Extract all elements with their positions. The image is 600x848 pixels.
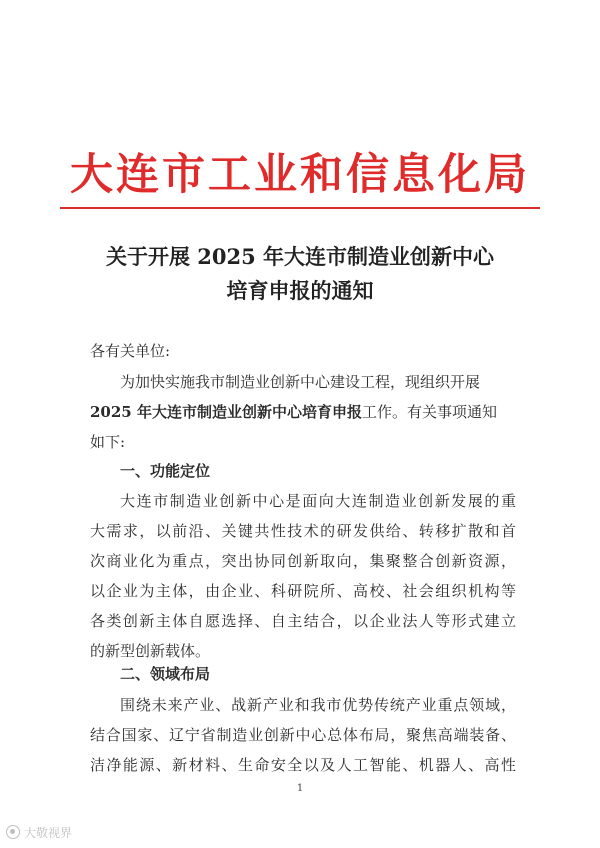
letterhead-title: 大连市工业和信息化局: [70, 150, 530, 200]
watermark: [6, 822, 72, 842]
salutation: 各有关单位:: [90, 342, 171, 360]
section-1-line-2: 大需求，以前沿、关键共性技术的研发供给、转移扩散和首: [90, 522, 516, 540]
section-1-line-4: 以企业为主体，由企业、科研院所、高校、社会组织机构等: [90, 582, 516, 600]
page-number: 1: [296, 783, 304, 794]
intro-line-3: 如下:: [90, 433, 126, 451]
document-title-line-2: 培育申报的通知: [226, 278, 374, 303]
section-2-line-2: 结合国家、辽宁省制造业创新中心总体布局，聚焦高端装备、: [90, 726, 516, 744]
section-2-line-3: 洁净能源、新材料、生命安全以及人工智能、机器人、高性: [90, 756, 516, 774]
letterhead-red-rule: [60, 207, 540, 209]
watermark-text: 大敬视界: [24, 825, 73, 840]
section-2-line-1: 围绕未来产业、战新产业和我市优势传统产业重点领域，: [120, 696, 516, 714]
section-2-heading: 二、领域布局: [120, 665, 211, 683]
document-title-line-1: 关于开展 2025 年大连市制造业创新中心: [105, 244, 495, 269]
camera-logo-icon: [6, 825, 20, 839]
section-1-line-5: 各类创新主体自愿选择、自主结合，以企业法人等形式建立: [90, 612, 516, 630]
intro-highlight: 2025 年大连市制造业创新中心培育申报: [90, 403, 362, 421]
section-1-heading: 一、功能定位: [120, 462, 211, 480]
intro-line-2: [90, 401, 497, 423]
intro-line-2-rest: 工作。有关事项通知: [361, 403, 497, 421]
section-1-line-1: 大连市制造业创新中心是面向大连制造业创新发展的重: [120, 492, 516, 510]
intro-line-1: 为加快实施我市制造业创新中心建设工程，现组织开展: [120, 373, 481, 391]
section-1-line-6: 的新型创新载体。: [90, 642, 211, 660]
section-1-line-3: 次商业化为重点，突出协同创新取向，集聚整合创新资源，: [90, 552, 516, 570]
